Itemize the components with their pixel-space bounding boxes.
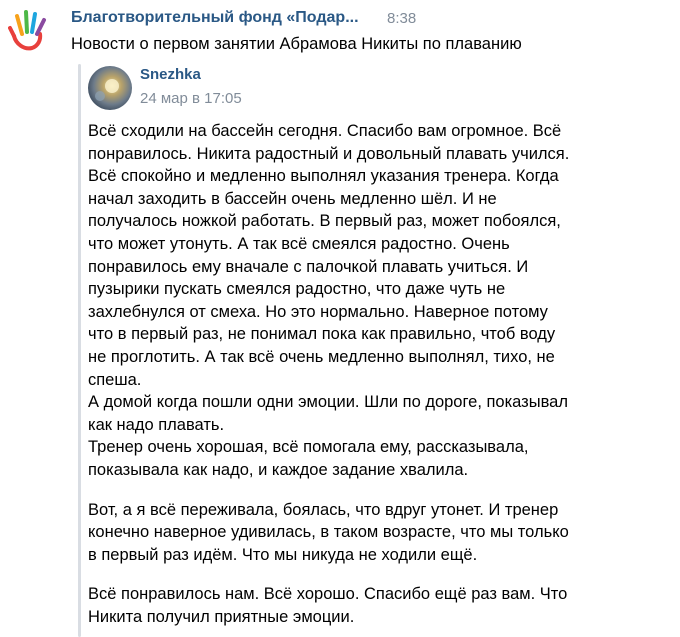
text-line: что в первый раз, не понимал пока как правильно, чтоб воду — [88, 325, 556, 344]
text-line: захлебнулся от смеха. Но это нормально. Наверное потому — [88, 302, 548, 321]
text-line: показывала как надо, и каждое задание хвалила. — [88, 460, 469, 479]
forwarded-date-link[interactable]: 24 мар в 17:05 — [140, 90, 242, 107]
author-avatar[interactable] — [88, 66, 132, 110]
text-line: конечно наверное удивилась, в таком возрасте, что мы только — [88, 523, 569, 542]
text-line: Вот, а я всё переживала, боялась, что вдруг утонет. И тренер — [88, 500, 559, 519]
post-time[interactable]: 8:38 — [387, 10, 417, 27]
text-line: как надо плавать. — [88, 415, 225, 434]
text-line: пузырики пускать смеялся радостно, что даже чуть не — [88, 280, 506, 299]
text-line: Никита получил приятные эмоции. — [88, 607, 355, 626]
author-name-link[interactable]: Snezhka — [140, 66, 201, 83]
avatar-image — [88, 66, 132, 110]
forwarded-quote-bar — [78, 64, 81, 637]
text-line: в первый раз идём. Что мы никуда не ходили ещё. — [88, 545, 478, 564]
channel-logo[interactable] — [8, 10, 52, 54]
text-line: А домой когда пошли одни эмоции. Шли по дороге, показывал — [88, 393, 568, 412]
text-line: не проглотить. А так всё очень медленно выполнял, тихо, не — [88, 347, 555, 366]
post-title: Новости о первом занятии Абрамова Никиты по плаванию — [71, 35, 522, 53]
text-line: получалось ножкой работать. В первый раз, может побоялся, — [88, 212, 561, 231]
text-line: Тренер очень хорошая, всё помогала ему, рассказывала, — [88, 438, 529, 457]
colorful-hand-icon — [8, 10, 52, 54]
text-line: что может утонуть. А так всё смеялся радостно. Очень — [88, 234, 510, 253]
text-line: понравилось ему вначале с палочкой плавать учиться. И — [88, 257, 529, 276]
text-line: Всё спокойно и медленно выполнял указания тренера. Когда — [88, 167, 559, 186]
text-line: начал заходить в бассейн очень медленно шёл. И не — [88, 189, 497, 208]
text-line: спеша. — [88, 370, 142, 389]
text-line: понравилось. Никита радостный и довольный плавать учился. — [88, 144, 570, 163]
text-line: Всё понравилось нам. Всё хорошо. Спасибо ещё раз вам. Что — [88, 585, 568, 604]
channel-name-link[interactable]: Благотворительный фонд «Подар... — [71, 9, 359, 26]
message-text — [88, 120, 678, 628]
text-line: Всё сходили на бассейн сегодня. Спасибо вам огромное. Всё — [88, 122, 562, 140]
